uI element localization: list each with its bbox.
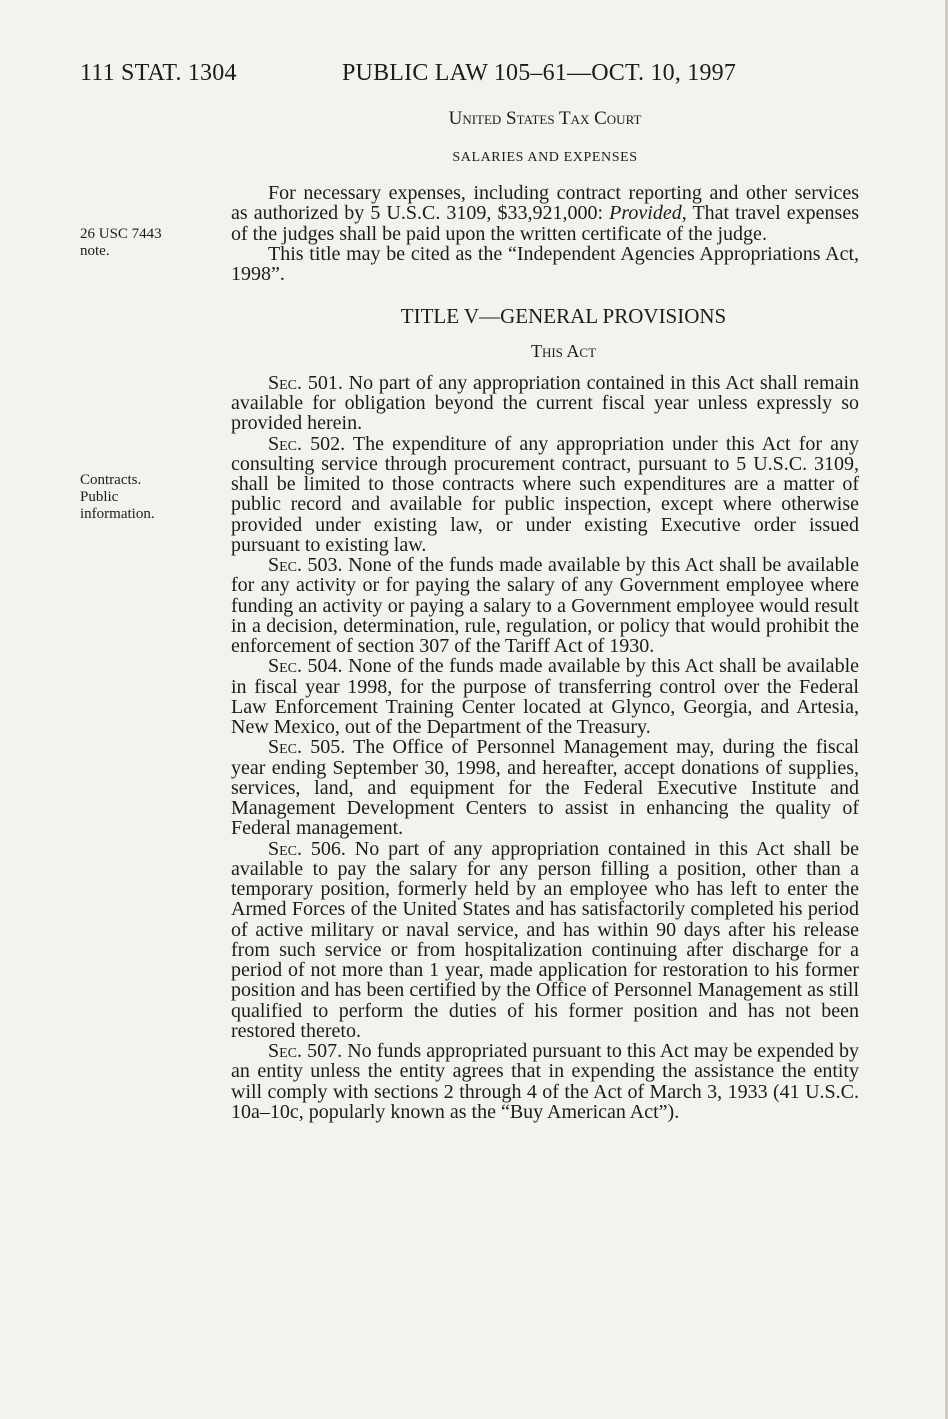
section-text: No part of any appropriation contained in this Act shall remain available for obligation beyond the current fiscal year unless expressly so provided herein. bbox=[231, 371, 859, 435]
section-text: The Office of Personnel Management may, during the fiscal year ending September 30, 1998, and hereafter, accept donations of supplies, services, land, and equipment for the Federal Executive Institute and Management Development Centers to assist in enhancing the quality of Federal management. bbox=[231, 736, 859, 840]
margin-note-contracts-line2: Public bbox=[80, 489, 119, 505]
margin-note-contracts-line3: information. bbox=[80, 506, 155, 522]
page-reference: 111 STAT. 1304 bbox=[80, 60, 237, 86]
tax-court-text-end: That travel expenses of the judges shall be paid upon the written certificate of the judge. bbox=[231, 202, 859, 245]
tax-court-text: For necessary expenses, including contract reporting and other services as authorized by 5 U.S.C. 3109, $33,921,000: bbox=[231, 182, 859, 225]
provided-italic: Provided, bbox=[609, 202, 687, 225]
margin-note-contracts-line1: Contracts. bbox=[80, 472, 142, 488]
section-paragraph bbox=[231, 737, 859, 838]
section-label: Sec. 502. bbox=[268, 432, 346, 455]
section-text: No part of any appropriation contained in this Act shall be available to pay the salary for any person filling a position, other than a temporary position, formerly held by an employee who has left to enter the Armed Forces of the United States and has satisfactorily completed his period of active military or naval service, and has within 90 days after his release from such service or from hospitalization continuing after discharge for a period of not more than 1 year, made application for restoration to his former position and has been certified by the Office of Personnel Management as still qualified to perform the duties of his former position and has not been restored thereto. bbox=[231, 837, 859, 1042]
section-label: Sec. 506. bbox=[268, 837, 346, 860]
section-label: Sec. 503. bbox=[268, 554, 343, 576]
margin-note-usc-line2: note. bbox=[80, 243, 110, 259]
body-text bbox=[231, 183, 859, 1122]
this-act-heading: This Act bbox=[530, 340, 597, 361]
title-heading: TITLE V—GENERAL PROVISIONS bbox=[400, 304, 727, 329]
section-text: None of the funds made available by this Act shall be available in fiscal year 1998, for the purpose of transferring control over the Federal Law Enforcement Training Center located at Glynco, Georgia, and Artesia, New Mexico, out of the Department of the Treasury. bbox=[231, 655, 859, 738]
section-label: Sec. 504. bbox=[268, 655, 343, 678]
running-head: PUBLIC LAW 105–61—OCT. 10, 1997 bbox=[342, 60, 737, 86]
section-label: Sec. 507. bbox=[268, 1040, 343, 1062]
section-paragraph bbox=[231, 555, 859, 656]
section-paragraph bbox=[231, 434, 859, 556]
agency-heading: United States Tax Court bbox=[448, 108, 642, 129]
section-paragraph bbox=[231, 1041, 859, 1122]
section-label: Sec. 505. bbox=[268, 736, 346, 759]
section-text: The expenditure of any appropriation under this Act for any consulting service through procurement contract, pursuant to 5 U.S.C. 3109, shall be limited to those contracts where such expenditures are a matter of public record and available for public inspection, except where otherwise provided under existing law, or under existing Executive order issued pursuant to existing law. bbox=[231, 432, 859, 556]
section-label: Sec. 501. bbox=[268, 371, 343, 394]
section-text: None of the funds made available by this Act shall be available for any activity or for paying the salary of any Government employee where funding an activity or paying a salary to a Government employee would result in a decision, determination, rule, regulation, or policy that would prohibit the enforcement of section 307 of the Tariff Act of 1930. bbox=[231, 554, 859, 657]
sections-list bbox=[231, 373, 859, 1122]
section-paragraph bbox=[231, 656, 859, 737]
section-paragraph bbox=[231, 373, 859, 434]
margin-note-usc bbox=[80, 226, 190, 260]
section-text: No funds appropriated pursuant to this Act may be expended by an entity unless the entity agrees that in expending the assistance the entity will comply with sections 2 through 4 of the Act of March 3, 1933 (41 U.S.C. 10a–10c, popularly known as the “Buy American Act”). bbox=[231, 1040, 860, 1123]
citation-paragraph: This title may be cited as the “Independent Agencies Appropriations Act, 1998”. bbox=[231, 242, 859, 285]
margin-note-contracts bbox=[80, 472, 190, 523]
tax-court-paragraph bbox=[231, 183, 859, 244]
section-paragraph bbox=[231, 839, 859, 1042]
margin-note-usc-line1: 26 USC 7443 bbox=[80, 226, 162, 242]
appropriation-heading: SALARIES AND EXPENSES bbox=[452, 150, 638, 165]
